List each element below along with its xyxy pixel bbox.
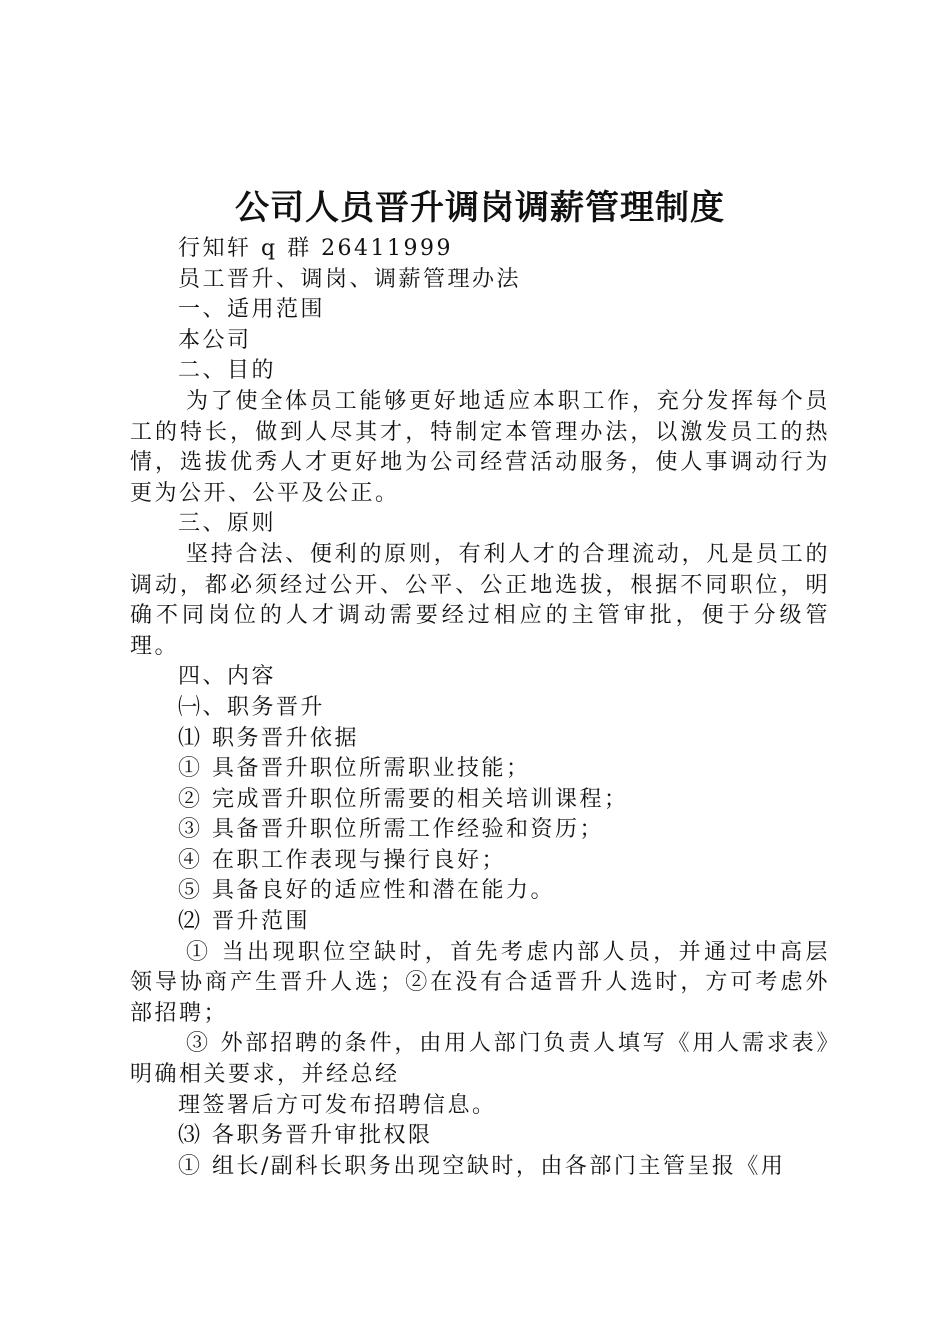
heading-approval-authority: ⑶ 各职务晋升审批权限 (178, 1123, 433, 1149)
paragraph-principle: 坚持合法、便利的原则，有利人才的合理流动，凡是员工的调动，都必须经过公开、公平、公正地选拔，根据不同职位，明确不同岗位的人才调动需要经过相应的主管审批，便于分级管理。 (130, 541, 830, 659)
paragraph-purpose: 为了使全体员工能够更好地适应本职工作，充分发挥每个员工的特长，做到人尽其才，特制定本管理办法，以激发员工的热情，选拔优秀人才更好地为公司经营活动服务，使人事调动行为更为公开、公平及公正。 (130, 388, 830, 506)
paragraph-source-note: 行知轩 q 群 26411999 (178, 236, 454, 261)
heading-promotion: ㈠、职务晋升 (178, 694, 326, 720)
document-title: 公司人员晋升调岗调薪管理制度 (235, 188, 725, 228)
heading-purpose: 二、目的 (178, 358, 277, 384)
list-item: ③ 具备晋升职位所需工作经验和资历； (178, 817, 604, 843)
paragraph-subtitle: 员工晋升、调岗、调薪管理办法 (178, 266, 522, 292)
list-item: ② 完成晋升职位所需要的相关培训课程； (178, 786, 629, 812)
paragraph-continuation: 理签署后方可发布招聘信息。 (178, 1092, 497, 1118)
list-item: ① 组长/副科长职务出现空缺时，由各部门主管呈报《用 (178, 1153, 786, 1179)
paragraph-scope: 本公司 (178, 327, 252, 353)
list-item: ⑤ 具备良好的适应性和潜在能力。 (178, 878, 555, 904)
list-item: ① 具备晋升职位所需职业技能； (178, 756, 531, 782)
list-item: ④ 在职工作表现与操行良好； (178, 847, 506, 873)
heading-promotion-range: ⑵ 晋升范围 (178, 909, 310, 935)
heading-promotion-basis: ⑴ 职务晋升依据 (178, 725, 359, 751)
heading-content: 四、内容 (178, 664, 277, 690)
list-item: ① 当出现职位空缺时，首先考虑内部人员，并通过中高层领导协商产生晋升人选；②在没有合适晋升人选时，方可考虑外部招聘； (130, 939, 830, 1026)
list-item: ③ 外部招聘的条件，由用人部门负责人填写《用人需求表》明确相关要求，并经总经 (130, 1031, 830, 1088)
heading-scope: 一、适用范围 (178, 297, 326, 323)
heading-principle: 三、原则 (178, 511, 277, 537)
